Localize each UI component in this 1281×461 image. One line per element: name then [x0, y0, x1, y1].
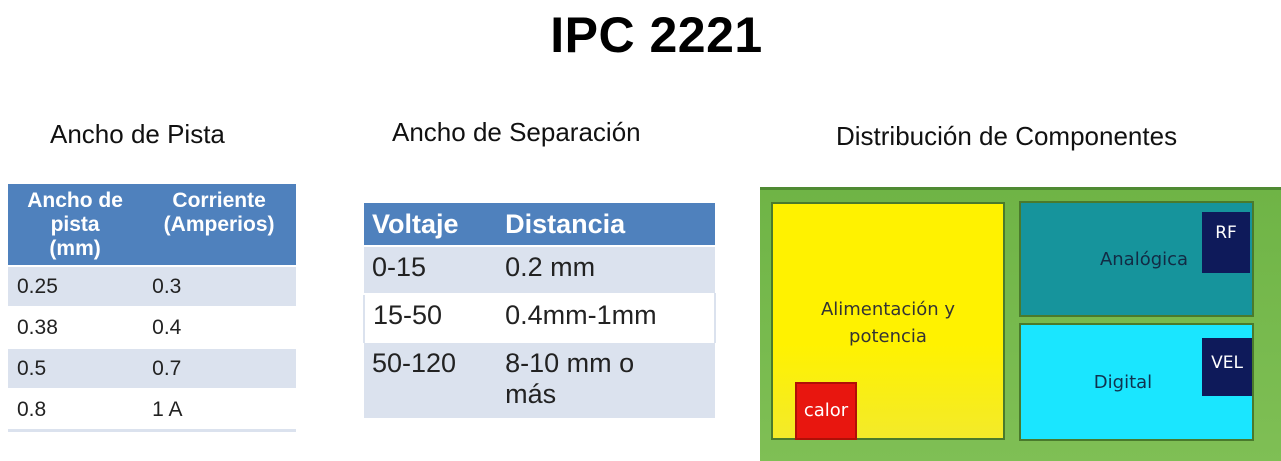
heat-zone: calor [795, 382, 857, 440]
header-line: (Amperios) [163, 213, 275, 236]
table-row [364, 342, 715, 418]
cell-line: 8-10 mm o [505, 348, 635, 378]
analog-zone-label: Analógica [1099, 249, 1189, 270]
track-width-heading: Ancho de Pista [50, 119, 225, 149]
header-line: (mm) [49, 237, 101, 260]
voltage-column-header: Voltaje [364, 203, 491, 246]
table-cell: 0.5 [8, 348, 142, 389]
components-heading: Distribución de Componentes [836, 121, 1178, 151]
table-header-row [8, 184, 296, 266]
table-row [8, 348, 296, 389]
distance-column-header: Distancia [491, 203, 715, 246]
header-line: Ancho de [27, 189, 123, 212]
table-cell: 0.4mm-1mm [491, 294, 715, 342]
table-row [364, 246, 715, 294]
digital-zone-label: Digital [1093, 372, 1153, 393]
power-zone-line: potencia [849, 326, 927, 347]
table-cell: 0-15 [364, 246, 491, 294]
table-cell: 0.7 [142, 348, 296, 389]
table-cell: 0.2 mm [491, 246, 715, 294]
power-zone-line: Alimentación y [820, 299, 956, 320]
pcb-board-diagram [760, 187, 1281, 461]
table-row [364, 294, 715, 342]
separation-heading: Ancho de Separación [392, 117, 641, 147]
cell-line: más [505, 379, 557, 409]
table-cell: 0.8 [8, 389, 142, 431]
table-row [8, 307, 296, 348]
table-header-row [364, 203, 715, 246]
track-width-column-header [8, 184, 142, 266]
table-cell: 15-50 [364, 294, 491, 342]
table-cell: 0.25 [8, 266, 142, 307]
power-zone-label [773, 296, 1003, 350]
table-cell: 0.38 [8, 307, 142, 348]
track-width-table [8, 184, 296, 432]
table-cell: 0.3 [142, 266, 296, 307]
current-column-header [142, 184, 296, 266]
header-line: Corriente [172, 189, 266, 212]
table-cell: 0.4 [142, 307, 296, 348]
power-zone [771, 202, 1005, 440]
page-title: IPC 2221 [550, 7, 763, 63]
vel-tag: VEL [1202, 338, 1252, 396]
table-cell: 50-120 [364, 342, 491, 418]
table-cell [491, 342, 715, 418]
separation-table [363, 203, 716, 418]
table-cell: 1 A [142, 389, 296, 431]
table-row [8, 266, 296, 307]
table-row [8, 389, 296, 431]
header-line: pista [50, 213, 100, 236]
rf-tag: RF [1202, 212, 1250, 273]
